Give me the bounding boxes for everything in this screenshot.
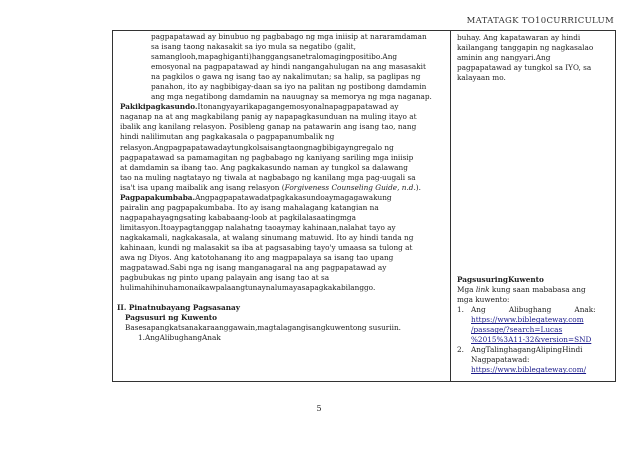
instruction-text: Basesapangkatsanakaraanggawain,magtalagangisangkuwentong susuriin. [125,323,401,333]
intro-line: na pagkilos o gawa ng isang tao ay nakalimutan; sa halip, sa paglipas ng [151,72,421,82]
desc-text: kung saan mababasa ang [489,285,586,295]
pakikipagkasundo-line: at damdamin sa ibang tao. Ang pagkakasundo naman ay tungkol sa dalawang [120,162,408,172]
desc-link-word: link [475,285,490,295]
right-top-line: kalayaan mo. [457,73,506,83]
pakikipagkasundo-line: naganap na at ang magkabilang panig ay napapagkasunduan na muling itayo at [120,112,417,122]
intro-paragraph [113,31,450,102]
pagpapakumbaba-line: nagpapahayagngsating kababaang-loob at pagkilalasaatingmga [120,212,356,222]
right-top-line: pagpapatawad ay tungkol sa IYO, sa [457,63,592,73]
item-label: Ang Alibughang Anak: [471,305,596,315]
pagpapakumbaba-line: limitasyon.Itoaypagtanggap nalahatng taoaymay kahinaan,nalahat tayo ay [120,222,396,232]
pagpapakumbaba-line: nagkakamali, nagkakasala, at walang sinumang matuwid. Ito ay hindi tanda ng [120,232,414,242]
pakikipagkasundo-text: Itonangyayarikapagangemosyonalnapagpapatawad ay [197,102,399,112]
left-column [113,31,451,381]
pakikipagkasundo-line: ibalik ang kanilang relasyon. Posibleng ganap na patawarin ang isang tao, nang [120,122,417,132]
pakikipagkasundo-paragraph [113,102,450,192]
citation: Forgiveness Counseling Guide, n.d. [284,182,416,192]
intro-line: pagpapatawad ay binubuo ng pagbabago ng mga iniisip at nararamdaman [151,32,427,41]
right-top-line: kailangang tanggapin ng nagkasalao [457,43,594,53]
desc-text: mga kuwento: [457,295,510,305]
pagpapakumbaba-line: pairalin ang pagpapakumbaba. Ito ay isang mahalagang katangian na [120,202,379,212]
item-label: Nagpapatawad: [471,355,530,365]
pakikipagkasundo-line: relasyon.Angpagpapatawadaytungkolsaisangtaongnagbibigayngregalo ng [120,142,394,152]
pagpapakumbaba-line: pagbubukas ng pinto upang palayain ang isang tao at sa [120,273,330,283]
right-top-line: aminin ang nangyari.Ang [457,53,551,63]
story-item: 1.AngAlibughangAnak [138,333,221,343]
intro-line: samanglooh,mapaghiganti)hanggangsanetralomagingpositibo.Ang [151,52,398,62]
item-number: 2. [457,345,464,355]
pakikipagkasundo-title: Pakikipagkasundo. [120,102,198,112]
intro-line: panahon, ito ay nagbibigay-daan sa iyo na palitan ng postibong damdamin [151,82,427,92]
citation-end: ). [415,182,421,192]
pagpapakumbaba-line: kahinaan, kundi ng malasakit sa iba at pagsasabing tayo'y umaasa sa tulong at [120,242,413,252]
pagpapakumbaba-paragraph [113,193,450,293]
story-link[interactable]: https://www.biblegateway.com/ [471,365,587,375]
story-link[interactable]: /passage/?search=Lucas [471,325,563,335]
lesson-table [112,30,616,382]
intro-line: emosyonal na pagpapatawad ay hindi nangangahulugan na ang masasakit [151,62,426,72]
story-link-item-2 [457,345,609,375]
right-top-line: buhay. Ang kapatawaran ay hindi [457,33,581,42]
story-link-item-1 [457,305,609,345]
item-label: AngTalinghagangAlipingHindi [471,345,583,355]
pagpapakumbaba-line: awa ng Diyos. Ang katotohanang ito ang magpapalaya sa isang tao upang [120,253,394,263]
story-link[interactable]: https://www.biblegateway.com [471,315,584,325]
story-section-title: PagsusuringKuwento [457,275,544,284]
desc-text: Mga [457,285,476,295]
item-number: 1. [457,305,464,315]
subsection-title: Pagsusuri ng Kuwento [125,313,218,323]
story-link[interactable]: %2015%3A11-32&version=SND [471,335,592,345]
pagpapakumbaba-line: hulimahihinuhamonaikawpalaangtunaynalumayasapagkakabilanggo. [120,283,376,293]
intro-line: ang mga negatibong damdamin na nauugnay sa memorya ng mga naganap. [151,92,432,102]
right-column [451,31,615,381]
pagpapakumbaba-line: magpatawad.Sabi nga ng isang manganagaral na ang pagpapatawad ay [120,263,387,273]
pagpapakumbaba-text: Angpagpapatawadatpagkakasundoaymagagawakung [195,192,392,202]
pakikipagkasundo-text: isa't isa upang maibalik ang isang relasyon ( [120,182,285,192]
pagpapakumbaba-title: Pagpapakumbaba. [120,192,196,202]
pakikipagkasundo-line: pagpapatawad sa pamamagitan ng pagbabago ng kaniyang sariling mga iniisip [120,152,414,162]
page-number: 5 [316,404,322,413]
story-links-block [451,273,615,375]
pakikipagkasundo-line: tao na muling nagtatayo ng tiwala at nagbabago ng kanilang mga pag-uugali sa [120,172,416,182]
right-top-text [451,31,615,83]
document-header: MATATAGK TO10CURRICULUM [466,16,614,26]
pakikipagkasundo-line: hindi nalilimutan ang pagkakasala o pagpapanumbalik ng [120,132,335,142]
intro-line: sa isang taong nakasakit sa iyo mula sa negatibo (galit, [151,42,356,52]
section-title: II. Pinatnubayang Pagsasanay [117,303,240,313]
